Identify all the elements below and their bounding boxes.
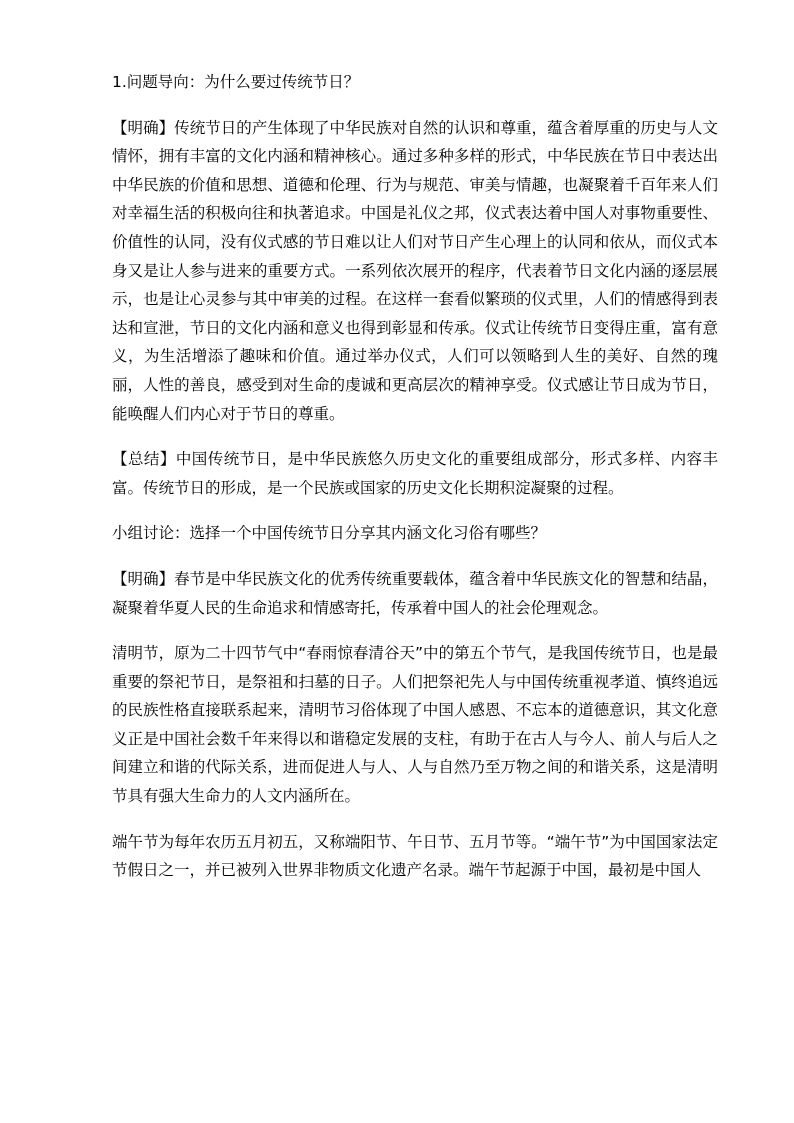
paragraph-duanwu: 端午节为每年农历五月初五，又称端阳节、午日节、五月节等。“端午节”为中国国家法定节假日之一，并已被列入世界非物质文化遗产名录。端午节起源于中国，最初是中国人: [112, 832, 718, 880]
document-page: [112, 68, 718, 902]
paragraph-qingming: 清明节，原为二十四节气中“春雨惊春清谷天”中的第五个节气，是我国传统节日，也是最重要的祭祀节日，是祭祖和扫墓的日子。人们把祭祀先人与中国传统重视孝道、慎终追远的民族性格直接联系起来，清明节习俗体现了中国人感恩、不忘本的道德意识，其文化意义正是中国社会数千年来得以和谐稳定发展的支柱，有助于在古人与今人、前人与后人之间建立和谐的代际关系，进而促进人与人、人与自然乃至万物之间的和谐关系，这是清明节具有强大生命力的人文内涵所在。: [112, 644, 718, 806]
paragraph-clarify-1: [112, 114, 718, 429]
group-discussion-prompt: 小组讨论：选择一个中国传统节日分享其内涵文化习俗有哪些？: [112, 524, 547, 543]
paragraph-text: 中国传统节日，是中华民族悠久历史文化的重要组成部分，形式多样、内容丰富。传统节日的形成，是一个民族或国家的历史文化长期积淀凝聚的过程。: [112, 450, 718, 497]
clarify-tag: 【明确】: [112, 569, 175, 588]
paragraph-clarify-2: [112, 565, 718, 622]
paragraph-text: 春节是中华民族文化的优秀传统重要载体，蕴含着中华民族文化的智慧和结晶，凝聚着华夏人民的生命追求和情感寄托，传承着中国人的社会伦理观念。: [112, 569, 718, 617]
summary-tag: 【总结】: [112, 450, 176, 469]
clarify-tag: 【明确】: [112, 118, 175, 137]
paragraph-summary: [112, 445, 718, 502]
section-heading: 1.问题导向：为什么要过传统节日？: [112, 73, 360, 91]
paragraph-text: 传统节日的产生体现了中华民族对自然的认识和尊重，蕴含着厚重的历史与人文情怀，拥有丰富的文化内涵和精神核心。通过多种多样的形式，中华民族在节日中表达出中华民族的价值和思想、道德和伦理、行为与规范、审美与情趣，也凝聚着千百年来人们对幸福生活的积极向往和执著追求。中国是礼仪之邦，仪式表达着中国人对事物重要性、价值性的认同，没有仪式感的节日难以让人们对节日产生心理上的认同和依从，而仪式本身又是让人参与进来的重要方式。一系列依次展开的程序，代表着节日文化内涵的逐层展示，也是让心灵参与其中审美的过程。在这样一套看似繁琐的仪式里，人们的情感得到表达和宣泄，节日的文化内涵和意义也得到彰显和传承。仪式让传统节日变得庄重，富有意义，为生活增添了趣味和价值。通过举办仪式，人们可以领略到人生的美好、自然的瑰丽，人性的善良，感受到对生命的虔诚和更高层次的精神享受。仪式感让节日成为节日，能唤醒人们内心对于节日的尊重。: [112, 118, 718, 423]
